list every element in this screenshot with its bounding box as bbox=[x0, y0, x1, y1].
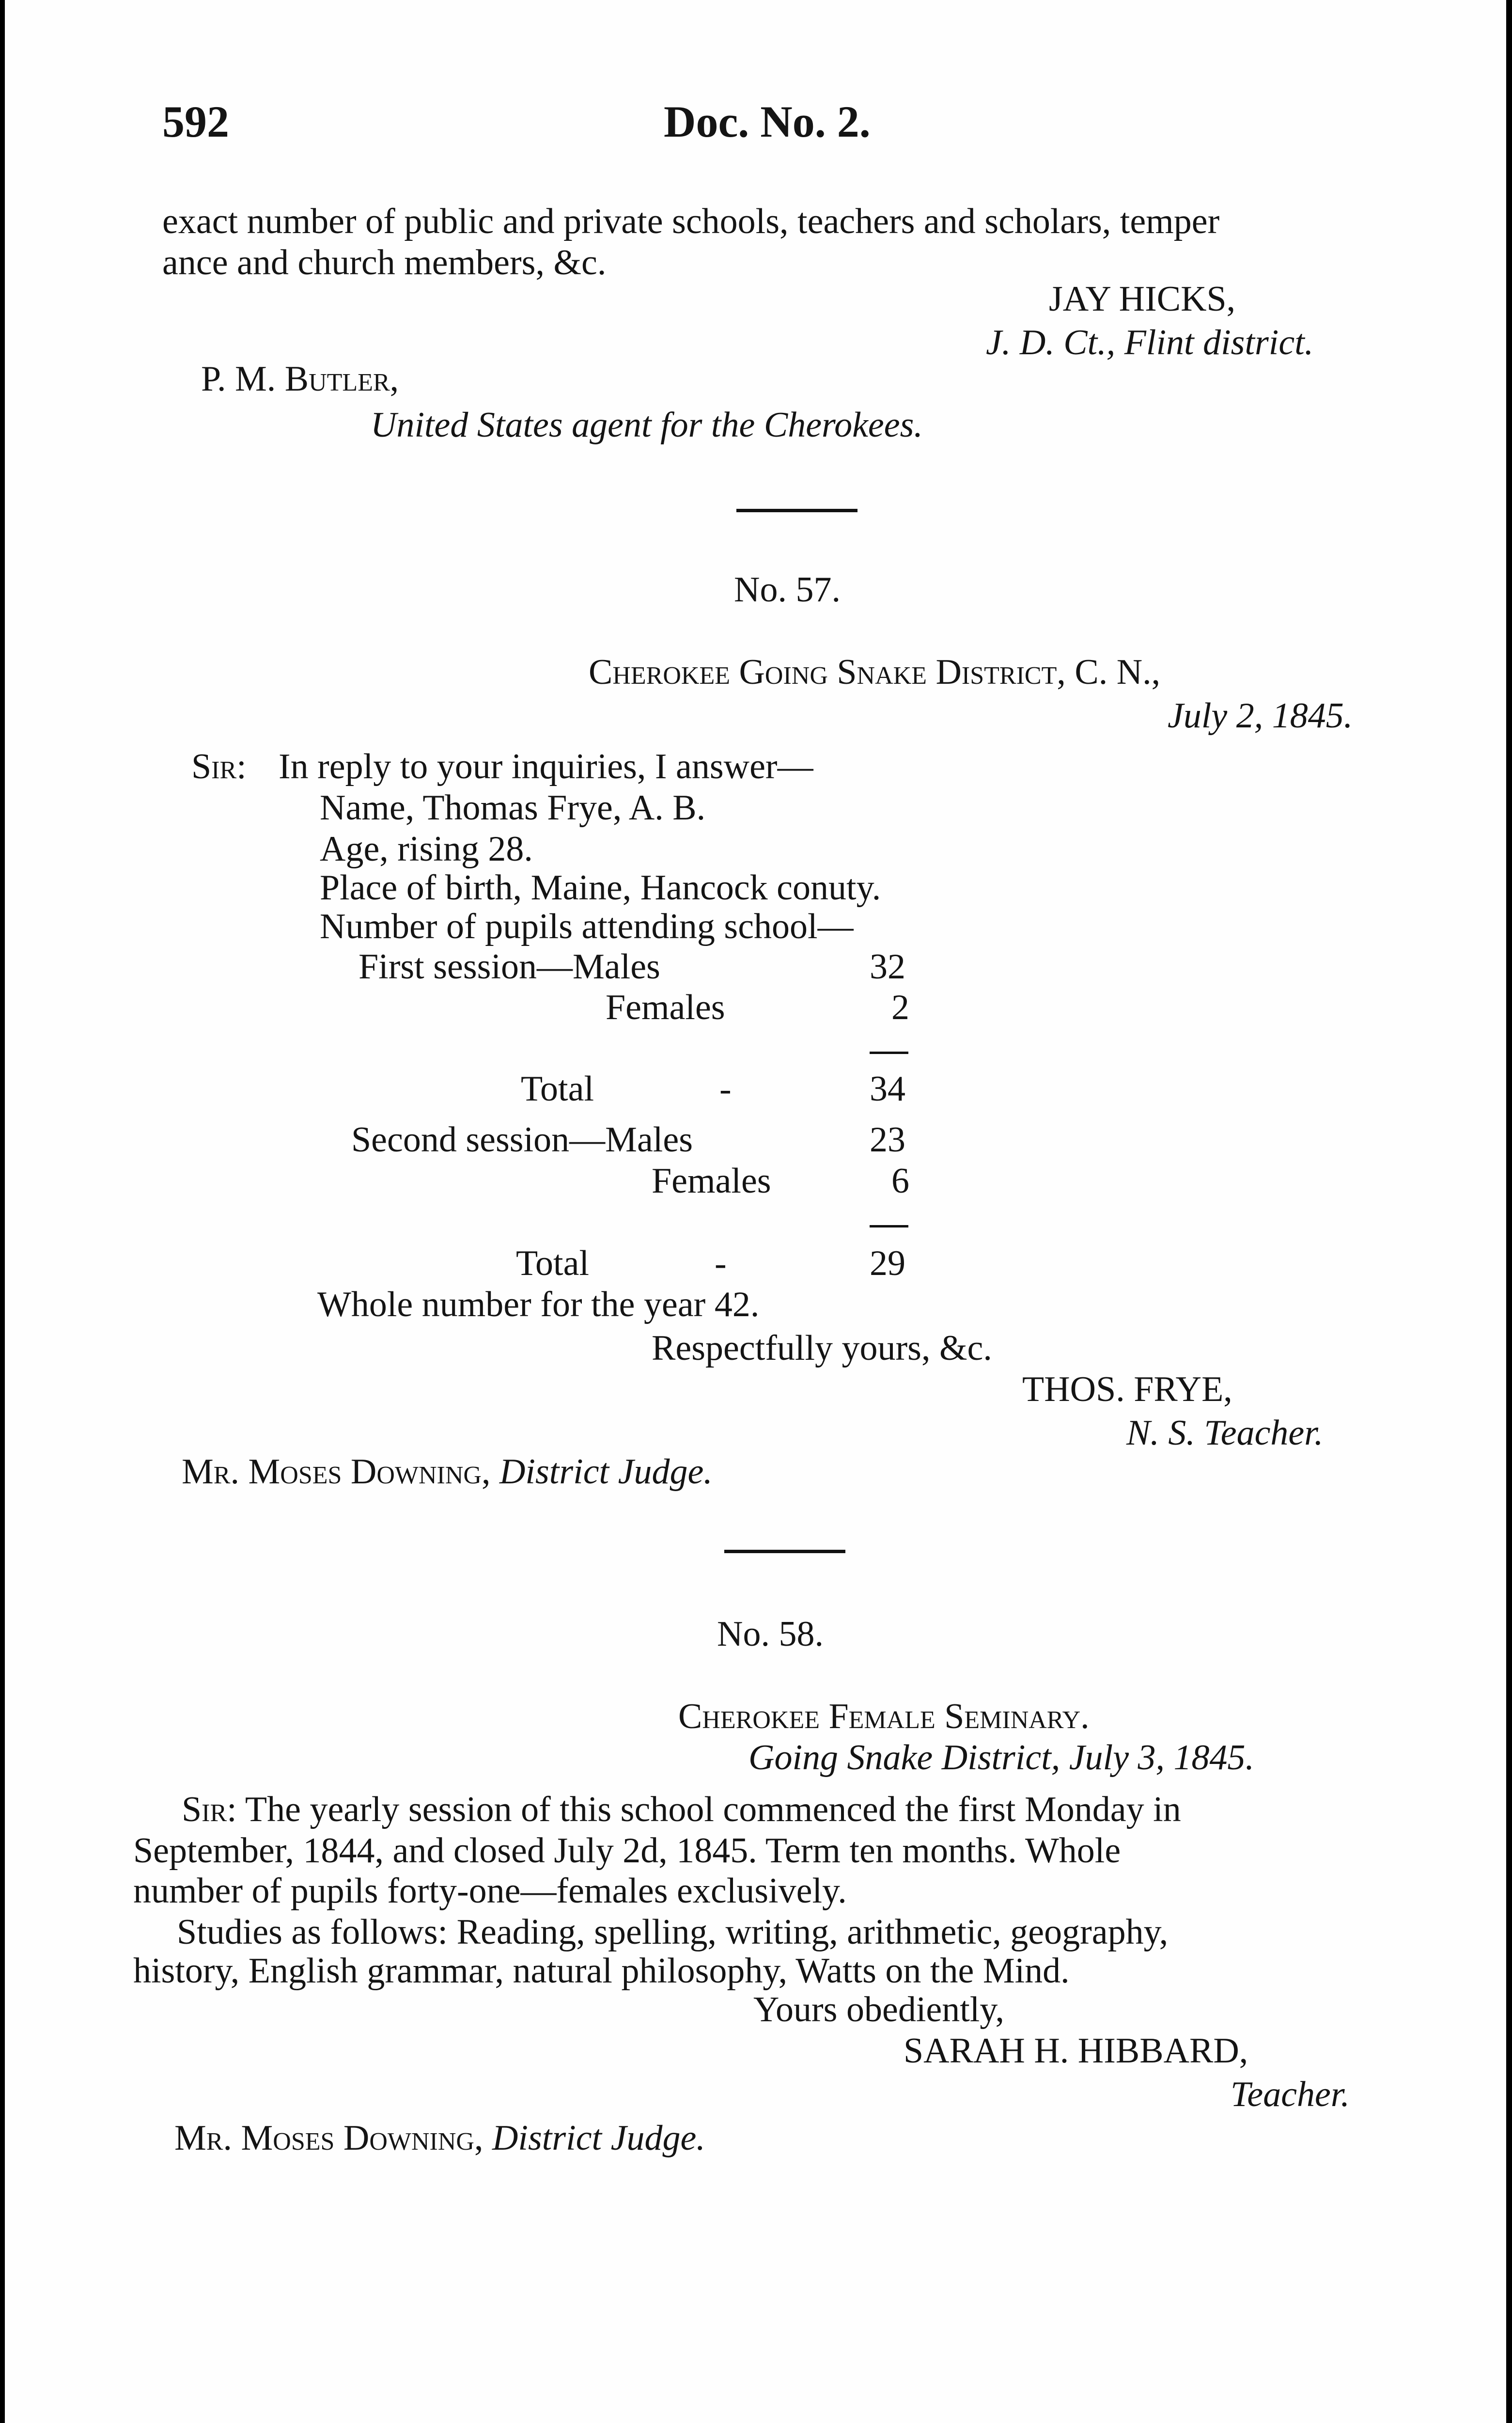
first-session-total-value: 34 bbox=[870, 1069, 905, 1109]
letter-57-age-line: Age, rising 28. bbox=[320, 829, 533, 869]
letter-58-para1-line3: number of pupils forty-one—females exclusively. bbox=[133, 1871, 847, 1911]
first-session-males-value: 32 bbox=[870, 947, 905, 987]
letter-58-recipient bbox=[174, 2120, 705, 2156]
prev-letter-signature-title: J. D. Ct., Flint district. bbox=[986, 323, 1314, 362]
first-session-sum-rule bbox=[870, 1052, 908, 1054]
letter-57-name-line: Name, Thomas Frye, A. B. bbox=[320, 788, 706, 828]
prev-letter-line-2: ance and church members, &c. bbox=[162, 243, 607, 283]
prev-letter-recipient-name: P. M. Butler, bbox=[201, 359, 399, 399]
letter-57-closing: Respectfully yours, &c. bbox=[652, 1328, 992, 1368]
first-session-males-label: First session—Males bbox=[359, 947, 660, 987]
letter-57-recipient bbox=[182, 1454, 713, 1490]
second-session-males-label: Second session—Males bbox=[351, 1120, 693, 1160]
letter-57-salutation: Sir: bbox=[191, 747, 247, 787]
prev-letter-line-1: exact number of public and private schools, teachers and scholars, temper bbox=[162, 202, 1220, 241]
letter-58-date-line: Going Snake District, July 3, 1845. bbox=[748, 1738, 1255, 1778]
second-session-total-label: Total bbox=[516, 1243, 589, 1283]
prev-letter-signature-name: JAY HICKS, bbox=[1049, 279, 1236, 319]
first-session-females-value: 2 bbox=[891, 988, 909, 1027]
section-divider bbox=[724, 1550, 845, 1553]
letter-57-whole-number: Whole number for the year 42. bbox=[317, 1285, 760, 1324]
letter-58-place: Cherokee Female Seminary. bbox=[678, 1697, 1090, 1736]
document-title: Doc. No. 2. bbox=[664, 97, 871, 146]
second-session-males-value: 23 bbox=[870, 1120, 905, 1160]
letter-58-para1-line1 bbox=[182, 1792, 1181, 1827]
letter-57-pupils-line: Number of pupils attending school— bbox=[320, 907, 854, 946]
letter-57-signature-name: THOS. FRYE, bbox=[1022, 1369, 1232, 1409]
letter-58-para2-line2: history, English grammar, natural philosophy, Watts on the Mind. bbox=[133, 1951, 1070, 1991]
letter-58-signature-name: SARAH H. HIBBARD, bbox=[904, 2031, 1248, 2071]
letter-58-closing: Yours obediently, bbox=[753, 1990, 1005, 2030]
letter-57-recipient-title: District Judge. bbox=[499, 1452, 713, 1492]
letter-57-recipient-name: Mr. Moses Downing, bbox=[182, 1452, 491, 1492]
first-session-total-label: Total bbox=[521, 1069, 594, 1109]
second-session-females-label: Females bbox=[652, 1161, 771, 1201]
letter-58-salutation: Sir: bbox=[182, 1790, 237, 1829]
letter-58-recipient-name: Mr. Moses Downing, bbox=[174, 2118, 483, 2158]
letter-58-para1-line1-text: The yearly session of this school commenced the first Monday in bbox=[245, 1790, 1181, 1829]
prev-letter-recipient-title: United States agent for the Cherokees. bbox=[371, 405, 923, 445]
letter-58-signature-title: Teacher. bbox=[1231, 2075, 1350, 2114]
section-divider bbox=[736, 509, 857, 512]
letter-57-place: Cherokee Going Snake District, C. N., bbox=[589, 652, 1161, 692]
letter-58-number: No. 58. bbox=[717, 1614, 824, 1654]
second-session-sum-rule bbox=[870, 1225, 908, 1227]
second-session-total-dash: - bbox=[715, 1243, 727, 1283]
letter-57-signature-title: N. S. Teacher. bbox=[1126, 1413, 1324, 1453]
letter-58-para2-line1: Studies as follows: Reading, spelling, writing, arithmetic, geography, bbox=[177, 1912, 1169, 1952]
letter-57-opening: In reply to your inquiries, I answer— bbox=[279, 747, 813, 787]
letter-58-recipient-title: District Judge. bbox=[492, 2118, 705, 2158]
scan-border-left bbox=[0, 0, 5, 2423]
second-session-total-value: 29 bbox=[870, 1243, 905, 1283]
letter-57-date: July 2, 1845. bbox=[1168, 696, 1353, 736]
letter-57-number: No. 57. bbox=[734, 570, 841, 610]
second-session-females-value: 6 bbox=[891, 1161, 909, 1201]
page-number: 592 bbox=[162, 97, 229, 146]
first-session-total-dash: - bbox=[719, 1069, 732, 1109]
first-session-females-label: Females bbox=[606, 988, 725, 1027]
letter-58-para1-line2: September, 1844, and closed July 2d, 1845. Term ten months. Whole bbox=[133, 1831, 1121, 1871]
scan-border-right bbox=[1506, 0, 1512, 2423]
letter-57-birth-line: Place of birth, Maine, Hancock conuty. bbox=[320, 868, 881, 908]
